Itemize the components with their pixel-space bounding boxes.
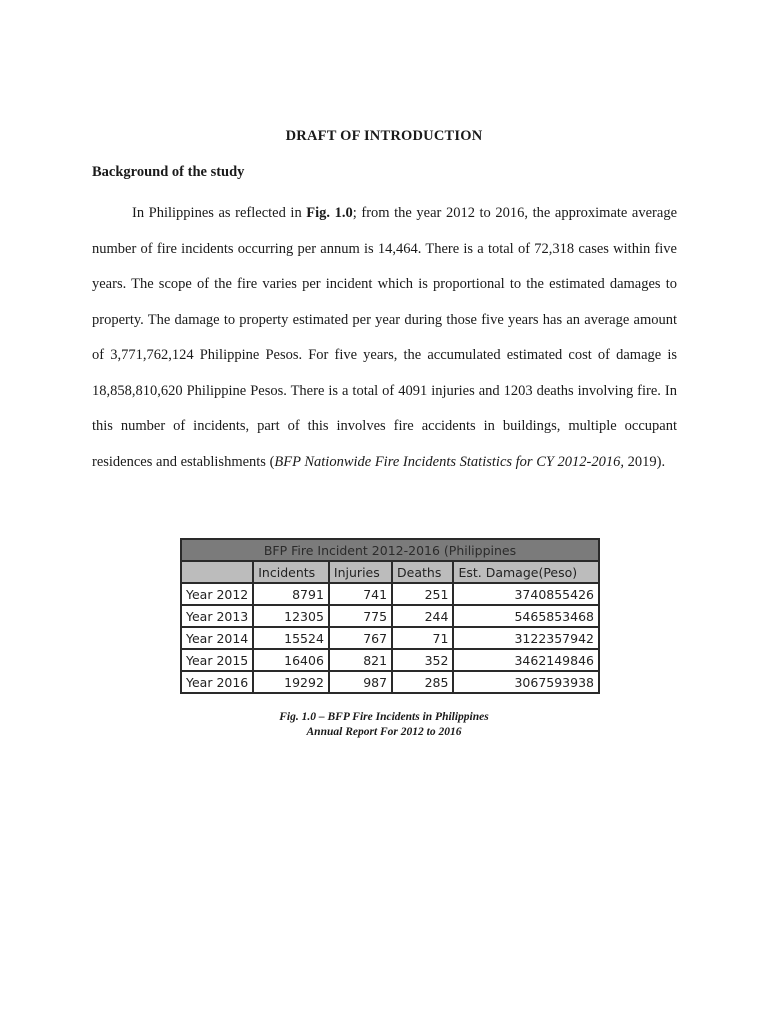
paragraph-text-3: 2019). xyxy=(624,453,666,470)
fire-incident-table xyxy=(180,538,600,694)
table-title-row xyxy=(181,539,599,561)
cell-deaths: 244 xyxy=(392,605,453,627)
cell-incidents: 8791 xyxy=(253,583,329,605)
table-row xyxy=(181,583,599,605)
table-header-row xyxy=(181,561,599,583)
cell-injuries: 775 xyxy=(329,605,392,627)
cell-est-damage: 3067593938 xyxy=(453,671,599,693)
figure-reference: Fig. 1.0 xyxy=(306,205,353,221)
header-incidents: Incidents xyxy=(253,561,329,583)
table-row xyxy=(181,605,599,627)
citation-source: BFP Nationwide Fire Incidents Statistics for CY 2012-2016, xyxy=(274,453,625,470)
cell-est-damage: 3740855426 xyxy=(453,583,599,605)
figure-caption: Fig. 1.0 – BFP Fire Incidents in Philippines Annual Report For 2012 to 2016 xyxy=(279,711,489,738)
cell-injuries: 987 xyxy=(329,671,392,693)
cell-injuries: 741 xyxy=(329,583,392,605)
cell-injuries: 767 xyxy=(329,627,392,649)
paragraph-text-2: ; from the year 2012 to 2016, the approximate average number of fire incidents occurring per annum is 14,464. There is a total of 72,318 cases within five years. The scope of the fire varies per incident which is proportional to the estimated damages to property. The damage to property estimated per year during those five years has an average amount of 3,771,762,124 Philippine Pesos. For five years, the accumulated estimated cost of damage is 18,858,810,620 Philippine Pesos. There is a total of 4091 injuries and 1203 deaths involving fire. In this number of incidents, part of this involves fire accidents in buildings, multiple occupant residences and establishments ( xyxy=(92,205,677,470)
header-blank xyxy=(181,561,253,583)
cell-deaths: 352 xyxy=(392,649,453,671)
header-injuries: Injuries xyxy=(329,561,392,583)
cell-year: Year 2012 xyxy=(181,583,253,605)
table-row xyxy=(181,627,599,649)
table-row xyxy=(181,671,599,693)
table-title: BFP Fire Incident 2012-2016 (Philippines xyxy=(181,539,599,561)
cell-est-damage: 3462149846 xyxy=(453,649,599,671)
page-title: DRAFT OF INTRODUCTION xyxy=(285,128,483,144)
cell-est-damage: 3122357942 xyxy=(453,627,599,649)
table-row xyxy=(181,649,599,671)
header-est-damage: Est. Damage(Peso) xyxy=(453,561,599,583)
cell-est-damage: 5465853468 xyxy=(453,605,599,627)
cell-incidents: 15524 xyxy=(253,627,329,649)
cell-incidents: 19292 xyxy=(253,671,329,693)
section-heading: Background of the study xyxy=(92,164,245,180)
cell-incidents: 12305 xyxy=(253,605,329,627)
cell-year: Year 2014 xyxy=(181,627,253,649)
cell-deaths: 285 xyxy=(392,671,453,693)
cell-year: Year 2015 xyxy=(181,649,253,671)
cell-year: Year 2016 xyxy=(181,671,253,693)
cell-year: Year 2013 xyxy=(181,605,253,627)
cell-deaths: 251 xyxy=(392,583,453,605)
header-deaths: Deaths xyxy=(392,561,453,583)
cell-injuries: 821 xyxy=(329,649,392,671)
cell-deaths: 71 xyxy=(392,627,453,649)
paragraph-text-1: In Philippines as reflected in xyxy=(132,205,307,221)
body-paragraph xyxy=(92,196,677,480)
cell-incidents: 16406 xyxy=(253,649,329,671)
